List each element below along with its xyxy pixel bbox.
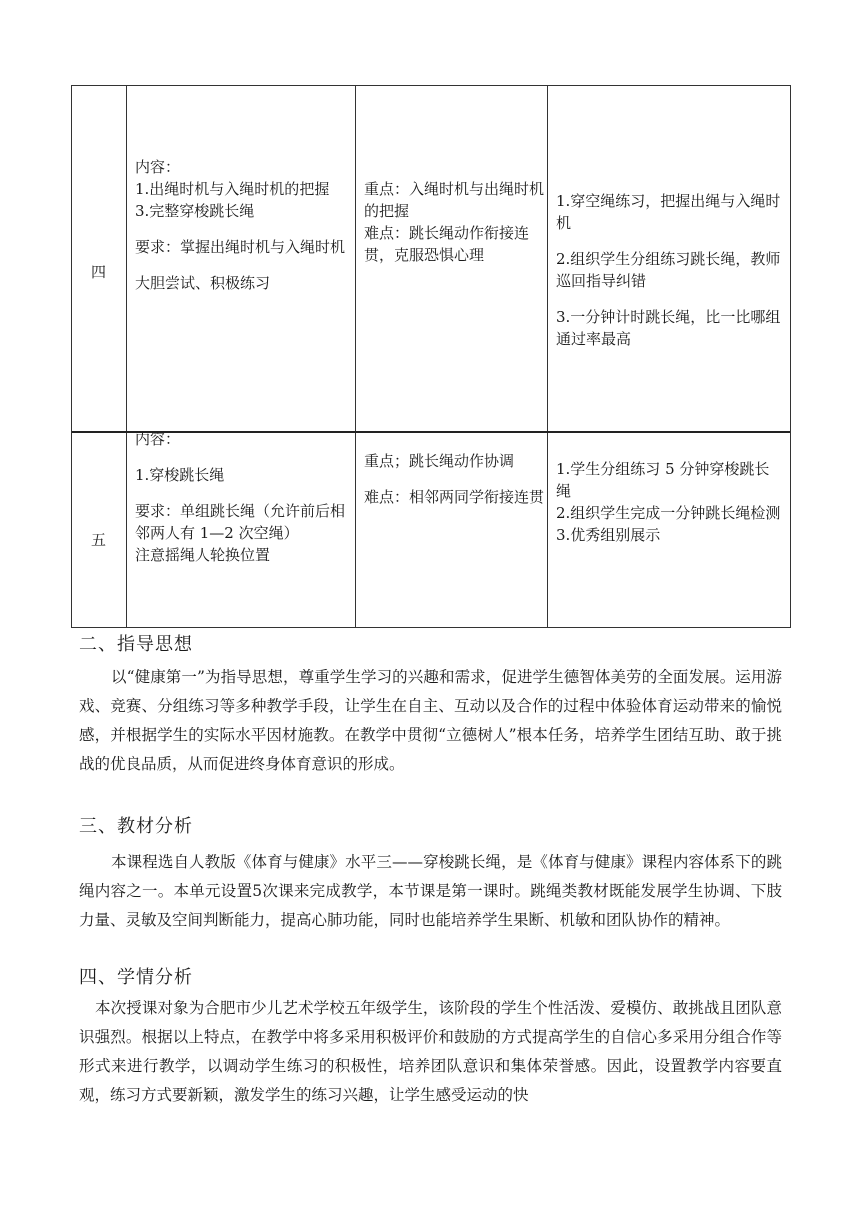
methods-cell (556, 190, 784, 350)
method-line: 1.穿空绳练习，把握出绳与入绳时机 (556, 192, 781, 232)
content-line: 大胆尝试、积极练习 (135, 274, 271, 292)
method-line: 2.组织学生完成一分钟跳长绳检测 (556, 504, 781, 522)
methods-cell (556, 458, 784, 546)
section-heading-student-analysis: 四、学情分析 (79, 967, 193, 988)
section-paragraph-guiding-ideology: 以“健康第一”为指导思想，尊重学生学习的兴趣和需求，促进学生德智体美劳的全面发展。运用游戏、竞赛、分组练习等多种教学手段，让学生在自主、互动以及合作的过程中体验体育运动带来的愉悦感，并根据学生的实际水平因材施教。在教学中贯彻“立德树人”根本任务，培养学生团结互助、敢于挑战的优良品质，从而促进终身体育意识的形成。 (79, 668, 782, 773)
content-line: 内容： (135, 430, 181, 448)
row-number: 四 (90, 263, 106, 281)
content-line: 要求：掌握出绳时机与入绳时机 (135, 238, 346, 256)
method-line: 1.学生分组练习 5 分钟穿梭跳长绳 (556, 460, 770, 500)
content-line: 内容： (135, 158, 181, 176)
lesson-plan-table (71, 85, 791, 628)
focus-line: 重点；跳长绳动作协调 (364, 452, 515, 470)
focus-line: 难点：相邻两同学衔接连贯 (364, 488, 545, 506)
row-number: 五 (90, 531, 106, 549)
content-line: 3.完整穿梭跳长绳 (135, 202, 255, 220)
content-line: 1.穿梭跳长绳 (135, 466, 225, 484)
method-line: 3.优秀组别展示 (556, 526, 661, 544)
content-line: 注意摇绳人轮换位置 (135, 546, 271, 564)
focus-cell (364, 450, 544, 508)
content-line: 要求：单组跳长绳（允许前后相邻两人有 1—2 次空绳） (135, 502, 346, 542)
method-line: 2.组织学生分组练习跳长绳，教师巡回指导纠错 (556, 250, 781, 290)
section-paragraph-material-analysis: 本课程选自人教版《体育与健康》水平三——穿梭跳长绳，是《体育与健康》课程内容体系下的跳绳内容之一。本单元设置5次课来完成教学，本节课是第一课时。跳绳类教材既能发展学生协调、下肢力量、灵敏及空间判断能力，提高心肺功能，同时也能培养学生果断、机敏和团队协作的精神。 (79, 853, 782, 929)
section-paragraph-student-analysis: 本次授课对象为合肥市少儿艺术学校五年级学生，该阶段的学生个性活泼、爱模仿、敢挑战且团队意识强烈。根据以上特点，在教学中将多采用积极评价和鼓励的方式提高学生的自信心多采用分组合作等形式来进行教学，以调动学生练习的积极性，培养团队意识和集体荣誉感。因此，设置教学内容要直观，练习方式要新颖，激发学生的练习兴趣，让学生感受运动的快 (79, 999, 782, 1104)
method-line: 3.一分钟计时跳长绳，比一比哪组通过率最高 (556, 308, 781, 348)
content-line: 1.出绳时机与入绳时机的把握 (135, 180, 330, 198)
content-cell (135, 156, 347, 294)
focus-cell (364, 178, 544, 266)
focus-line: 重点：入绳时机与出绳时机的把握 (364, 180, 545, 220)
focus-line: 难点：跳长绳动作衔接连贯，克服恐惧心理 (364, 224, 530, 264)
section-heading-guiding-ideology: 二、指导思想 (79, 634, 193, 655)
content-cell (135, 428, 347, 566)
section-heading-material-analysis: 三、教材分析 (79, 816, 193, 837)
